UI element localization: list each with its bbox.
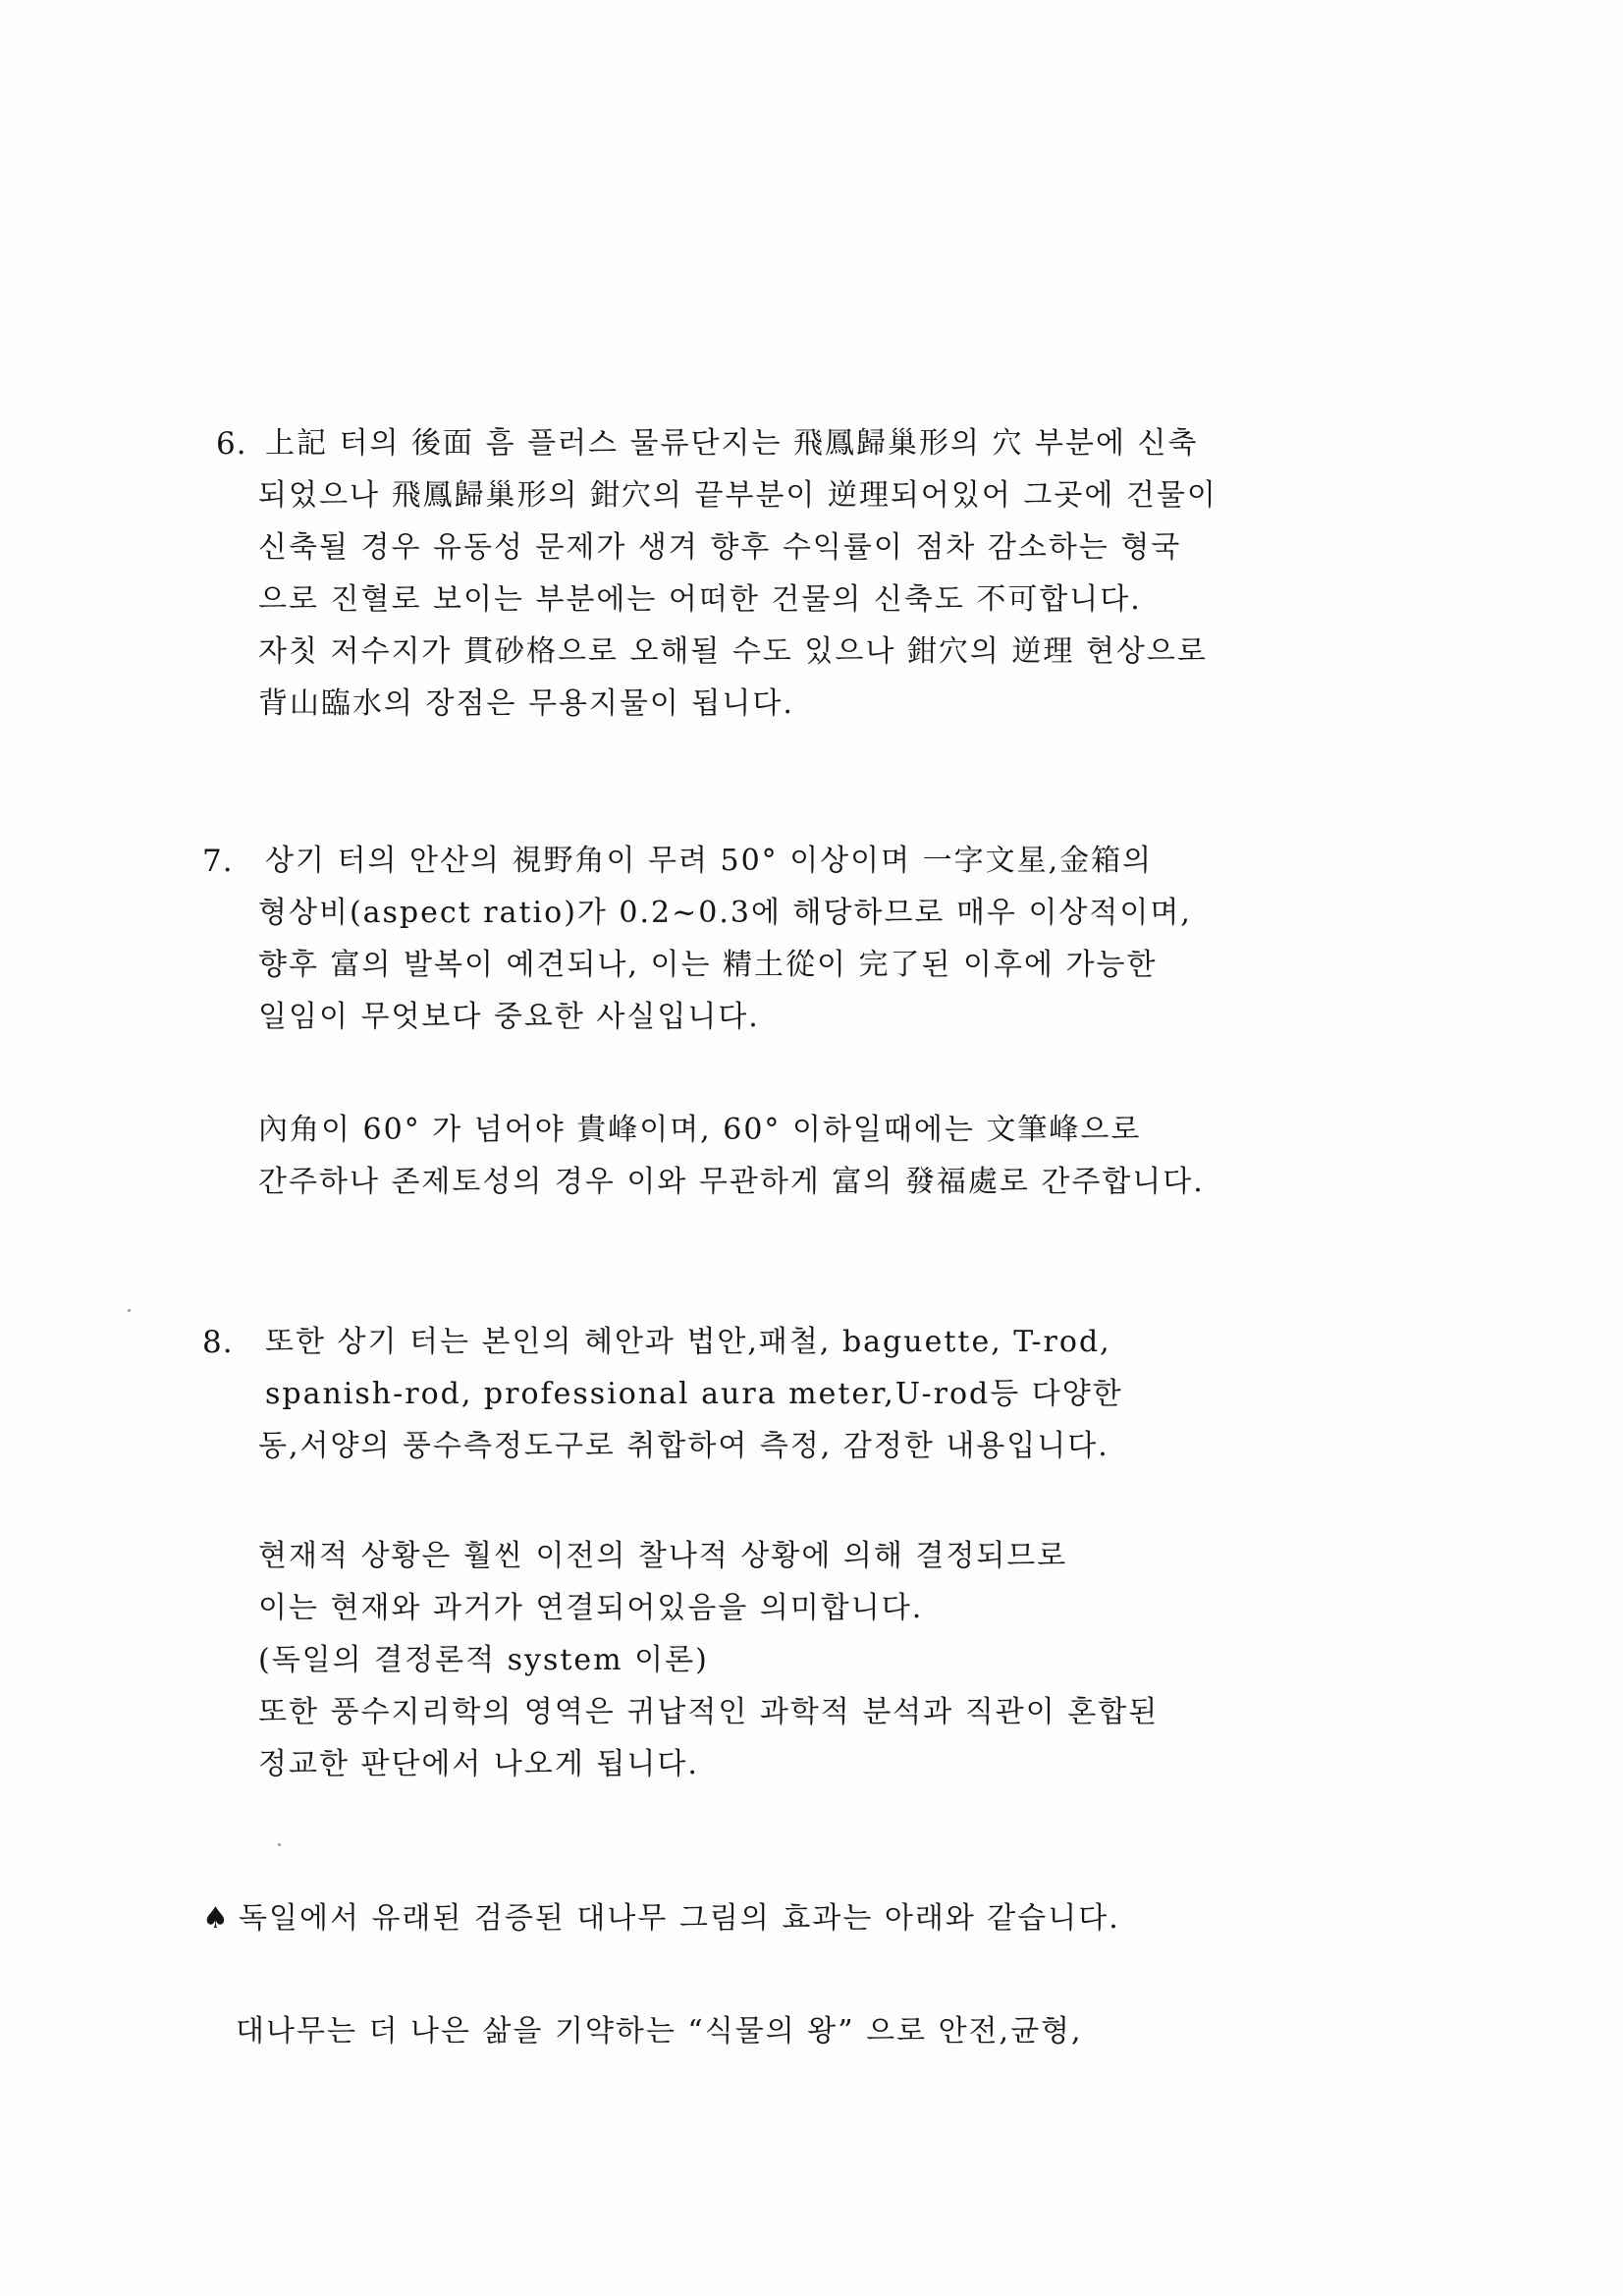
scan-speck	[128, 1309, 131, 1312]
section-8-note-line: 정교한 판단에서 나오게 됩니다.	[258, 1747, 699, 1781]
section-8-note-line: 이는 현재와 과거가 연결되어있음을 의미합니다.	[258, 1591, 924, 1625]
closing-heading: 독일에서 유래된 검증된 대나무 그림의 효과는 아래와 같습니다.	[239, 1901, 1120, 1936]
section-7-line: 일임이 무엇보다 중요한 사실입니다.	[258, 1000, 760, 1034]
scan-speck	[278, 1843, 281, 1846]
section-7-note-line: 간주하나 존제토성의 경우 이와 무관하게 富의 發福處로 간주합니다.	[258, 1165, 1205, 1199]
section-7-note-line: 內角이 60° 가 넘어야 貴峰이며, 60° 이하일때에는 文筆峰으로	[258, 1113, 1142, 1147]
section-8-line: 동,서양의 풍수측정도구로 취합하여 측정, 감정한 내용입니다.	[258, 1429, 1109, 1463]
section-6-line: 신축될 경우 유동성 문제가 생겨 향후 수익률이 점차 감소하는 형국	[258, 530, 1182, 565]
section-8-note-line: 현재적 상황은 훨씬 이전의 찰나적 상황에 의해 결정되므로	[258, 1539, 1068, 1573]
section-8-line: 또한 상기 터는 본인의 혜안과 법안,패철, baguette, T-rod,	[265, 1325, 1111, 1359]
closing-intro: 대나무는 더 나은 삶을 기약하는 “식물의 왕” 으로 안전,균형,	[236, 2014, 1083, 2049]
section-6-line: 背山臨水의 장점은 무용지물이 됩니다.	[258, 686, 794, 721]
section-8-note-line: 또한 풍수지리학의 영역은 귀납적인 과학적 분석과 직관이 혼합된	[258, 1695, 1160, 1729]
section-8-number: 8.	[202, 1325, 234, 1360]
section-6-line: 자칫 저수지가 貫砂格으로 오해될 수도 있으나 鉗穴의 逆理 현상으로	[258, 634, 1208, 669]
section-8-line: spanish-rod, professional aura meter,U-rod등 다양한	[265, 1377, 1123, 1411]
section-6-line: 上記 터의 後面 흠 플러스 물류단지는 飛鳳歸巢形의 穴 부분에 신축	[265, 426, 1199, 461]
section-7-number: 7.	[202, 844, 234, 879]
section-6-line: 되었으나 飛鳳歸巢形의 鉗穴의 끝부분이 逆理되어있어 그곳에 건물이	[258, 478, 1217, 513]
section-7-line: 상기 터의 안산의 視野角이 무려 50° 이상이며 一字文星,金箱의	[265, 844, 1154, 878]
section-7-line: 형상비(aspect ratio)가 0.2~0.3에 해당하므로 매우 이상적이며,	[258, 896, 1192, 930]
section-6-number: 6.	[216, 426, 247, 462]
section-8-note-line: (독일의 결정론적 system 이론)	[258, 1643, 709, 1677]
spade-icon: ♠	[202, 1901, 229, 1936]
section-6-line: 으로 진혈로 보이는 부분에는 어떠한 건물의 신축도 不可합니다.	[258, 582, 1142, 617]
section-7-line: 향후 富의 발복이 예견되나, 이는 精土從이 完了된 이후에 가능한	[258, 948, 1158, 982]
